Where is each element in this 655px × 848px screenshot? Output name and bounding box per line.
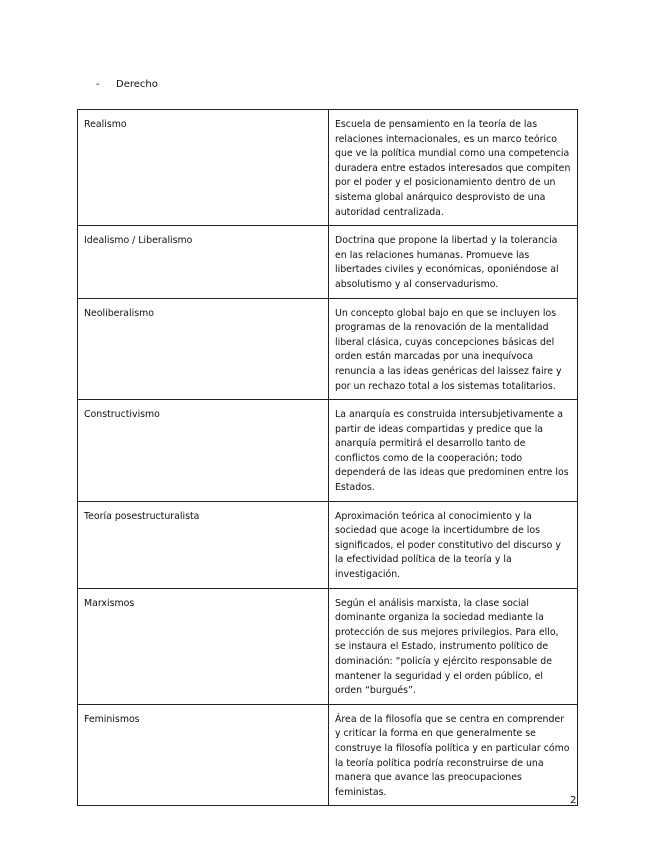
concept-cell: Neoliberalismo bbox=[78, 298, 329, 400]
concept-cell: Teoría posestructuralista bbox=[78, 501, 329, 588]
concept-cell: Idealismo / Liberalismo bbox=[78, 226, 329, 298]
table-row bbox=[78, 400, 578, 502]
definition-cell: Escuela de pensamiento en la teoría de las relaciones internacionales, es un marco teórico que ve la política mundial como una competencia duradera entre estados interesados que compiten por el poder y el posicionamiento dentro de un sistema global anárquico desprovisto de una autoridad centralizada. bbox=[329, 110, 578, 226]
table-row bbox=[78, 110, 578, 226]
bullet-dash: - bbox=[96, 79, 100, 90]
table-row bbox=[78, 704, 578, 806]
definition-cell: Un concepto global bajo en que se incluyen los programas de la renovación de la mentalidad liberal clásica, cuyas concepciones básicas del orden están marcadas por una inequívoca renuncia a las ideas genéricas del laissez faire y por un rechazo total a los sistemas totalitarios. bbox=[329, 298, 578, 400]
concept-cell: Realismo bbox=[78, 110, 329, 226]
definition-cell: Área de la filosofía que se centra en comprender y criticar la forma en que generalmente se construye la filosofía política y en particular cómo la teoría política podría reconstruirse de una manera que avance las preocupaciones feministas. bbox=[329, 704, 578, 806]
definition-cell: La anarquía es construida intersubjetivamente a partir de ideas compartidas y predice que la anarquía permitirá el desarrollo tanto de conflictos como de la cooperación; todo dependerá de las ideas que predominen entre los Estados. bbox=[329, 400, 578, 502]
concepts-table bbox=[77, 109, 578, 806]
page-number: 2 bbox=[570, 795, 577, 806]
bullet-text: Derecho bbox=[116, 79, 158, 90]
definition-cell: Doctrina que propone la libertad y la tolerancia en las relaciones humanas. Promueve las libertades civiles y económicas, oponiéndose al absolutismo y al conservadurismo. bbox=[329, 226, 578, 298]
concept-cell: Constructivismo bbox=[78, 400, 329, 502]
concept-cell: Feminismos bbox=[78, 704, 329, 806]
definition-cell: Según el análisis marxista, la clase social dominante organiza la sociedad mediante la protección de sus mejores privilegios. Para ello, se instaura el Estado, instrumento político de dominación: “policía y ejército responsable de mantener la seguridad y el orden público, el orden “burgués”. bbox=[329, 588, 578, 704]
bullet-item-derecho bbox=[96, 79, 158, 91]
table-row bbox=[78, 298, 578, 400]
table-row bbox=[78, 588, 578, 704]
concept-cell: Marxismos bbox=[78, 588, 329, 704]
table-row bbox=[78, 501, 578, 588]
definition-cell: Aproximación teórica al conocimiento y la sociedad que acoge la incertidumbre de los significados, el poder constitutivo del discurso y la efectividad política de la teoría y la investigación. bbox=[329, 501, 578, 588]
table-row bbox=[78, 226, 578, 298]
